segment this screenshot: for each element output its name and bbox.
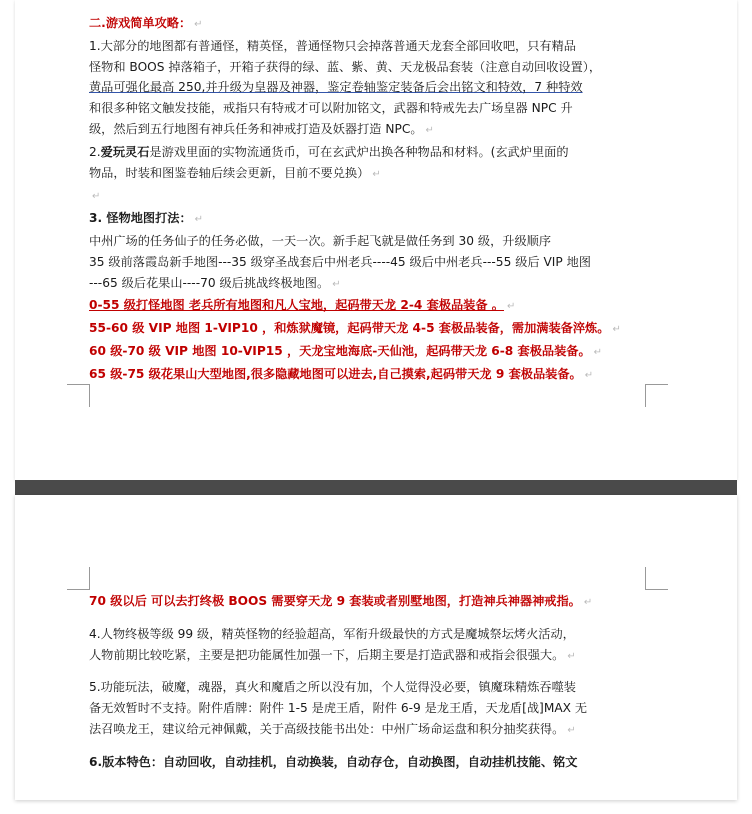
p2-line-2: 物品，时装和图鉴卷轴后续会更新，目前不要兑换） ↵ — [89, 165, 381, 180]
paragraph-4 — [89, 624, 649, 668]
page-gap — [15, 480, 737, 495]
margin-corner-top-right — [645, 567, 668, 590]
paragraph-3 — [89, 231, 649, 295]
red-level-guide — [89, 295, 649, 386]
paragraph-mark: ↵ — [194, 19, 203, 30]
p3-line-3: ---65 级后花果山----70 级后挑战终极地图。 ↵ — [89, 275, 341, 290]
p2-line-1: 2.爱玩灵石是游戏里面的实物流通货币，可在玄武炉出换各种物品和材料。(玄武炉里面的 — [89, 144, 569, 159]
margin-corner-top-left — [67, 567, 90, 590]
paragraph-5 — [89, 677, 649, 741]
red-line-2: 55-60 级 VIP 地图 1-VIP10 ，和炼狱魔镜，起码带天龙 4-5 套极品装备，需加满装备淬炼。 ↵ — [89, 321, 621, 336]
spacer — [89, 667, 649, 677]
p1-line-3: 黄品可强化最高 250,并升级为皇器及神器，鉴定卷轴鉴定装备后会出铭文和特效，7 种特效 — [89, 80, 583, 95]
spacer — [89, 614, 649, 624]
p5-line-2: 备无效暂时不支持。附件盾牌：附件 1-5 是虎王盾，附件 6-9 是龙王盾，天龙盾[战]MAX 无 — [89, 701, 588, 716]
page-2-content — [89, 591, 649, 773]
red-line-page-2: 70 级以后 可以去打终极 BOOS 需要穿天龙 9 套装或者别墅地图，打造神兵神器神戒指。 ↵ — [89, 594, 593, 608]
section-2-title: 二.游戏简单攻略： ↵ — [89, 16, 203, 30]
page-1-content — [89, 13, 649, 387]
document-page-1 — [15, 0, 737, 480]
p1-line-5: 级，然后到五行地图有神兵任务和神戒打造及妖器打造 NPC。 ↵ — [89, 121, 434, 136]
document-page-2 — [15, 495, 737, 800]
empty-paragraph: ↵ — [92, 191, 101, 203]
p4-line-2: 人物前期比较吃紧，主要是把功能属性加强一下，后期主要是打造武器和戒指会很强大。 ↵ — [89, 647, 576, 662]
p1-line-4: 和很多种铭文触发技能，戒指只有特戒才可以附加铭文，武器和特戒先去广场皇器 NPC 升 — [89, 101, 573, 116]
p1-line-2: 怪物和 BOOS 掉落箱子，开箱子获得的绿、蓝、紫、黄、天龙极品套装（注意自动回收设置）， — [89, 59, 602, 74]
p5-line-3: 法召唤龙王，建议给元神佩戴，关于高级技能书出处：中州广场命运盘和积分抽奖获得。 ↵ — [89, 721, 576, 736]
red-line-4: 65 级-75 级花果山大型地图,很多隐藏地图可以进去,自己摸索,起码带天龙 9 套极品装备。 ↵ — [89, 366, 594, 381]
section-6-title: 6.版本特色：自动回收，自动挂机，自动换装，自动存仓，自动换图，自动挂机技能、铭文 — [89, 754, 578, 769]
lingshi-term: 爱玩灵石 — [100, 144, 150, 159]
p5-line-1: 5.功能玩法，破魔，魂器，真火和魔盾之所以没有加，个人觉得没必要，镇魔珠精炼吞噬装 — [89, 680, 576, 695]
margin-corner-bottom-left — [67, 384, 90, 407]
p3-line-1: 中州广场的任务仙子的任务必做，一天一次。新手起飞就是做任务到 30 级，升级顺序 — [89, 233, 552, 248]
p3-line-2: 35 级前落霞岛新手地图---35 级穿圣战套后中州老兵----45 级后中州老兵---55 级后 VIP 地图 — [89, 254, 591, 269]
paragraph-1 — [89, 36, 649, 142]
red-line-1: 0-55 级打怪地图 老兵所有地图和凡人宝地，起码带天龙 2-4 套极品装备 。 ↵ — [89, 298, 516, 313]
red-line-3: 60 级-70 级 VIP 地图 10-VIP15 ，天龙宝地海底-天仙池，起码带天龙 6-8 套极品装备。 ↵ — [89, 343, 603, 358]
p4-line-1: 4.人物终极等级 99 级，精英怪物的经验超高，军衔升级最快的方式是魔城祭坛烤火活动， — [89, 626, 575, 641]
spacer — [89, 742, 649, 752]
paragraph-2 — [89, 142, 649, 208]
margin-corner-bottom-right — [645, 384, 668, 407]
section-3-title: 3. 怪物地图打法： ↵ — [89, 211, 204, 226]
p1-line-1: 1.大部分的地图都有普通怪，精英怪，普通怪物只会掉落普通天龙套全部回收吧，只有精品 — [89, 38, 576, 53]
